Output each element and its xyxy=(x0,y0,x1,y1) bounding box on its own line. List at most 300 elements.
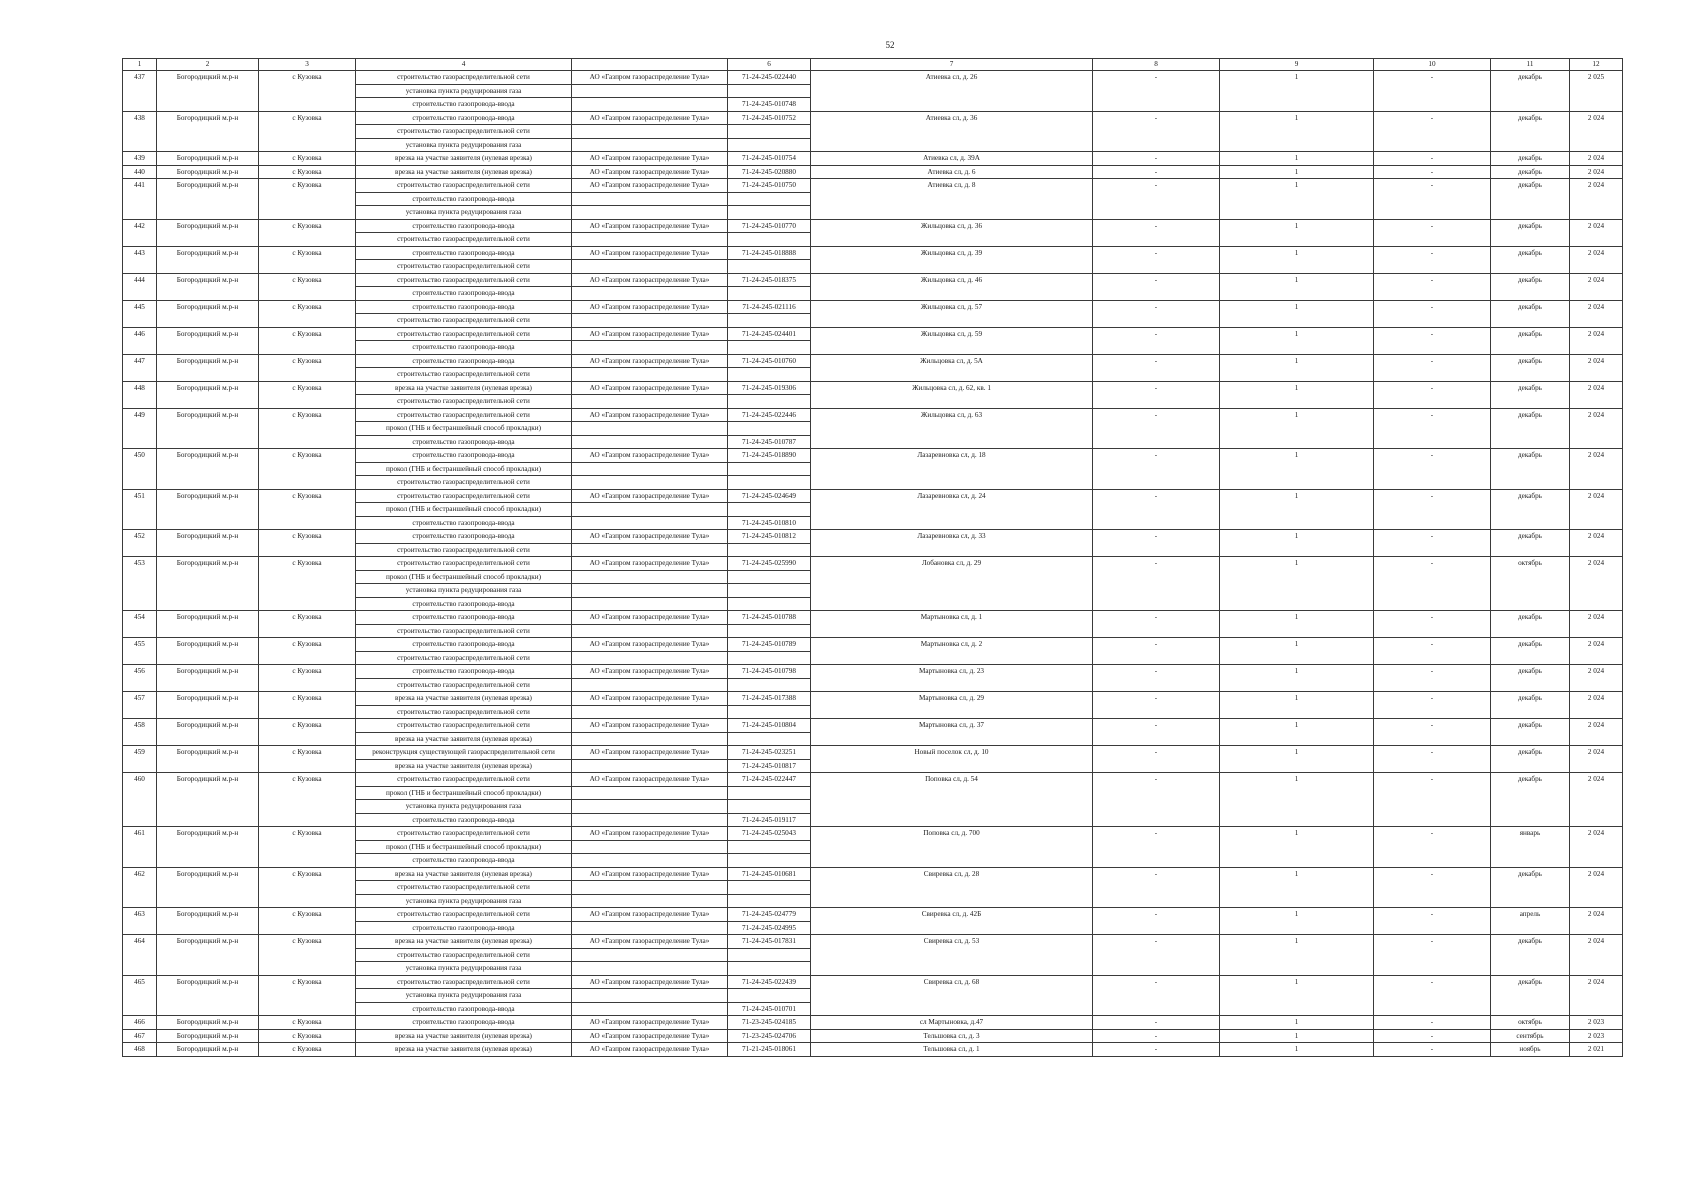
col8-cell: - xyxy=(1093,273,1220,300)
year-cell: 2 024 xyxy=(1570,273,1623,300)
organization-cell: АО «Газпром газораспределение Тула» xyxy=(572,165,728,179)
object-code-cell: 71-24-245-010754 xyxy=(728,152,811,166)
column-header: 2 xyxy=(157,59,259,71)
organization-cell: АО «Газпром газораспределение Тула» xyxy=(572,746,728,760)
address-cell: Жильцовка сл, д. 5А xyxy=(811,354,1093,381)
work-type-cell: строительство газопровода-ввода xyxy=(356,611,572,625)
object-code-cell: 71-24-245-022447 xyxy=(728,773,811,787)
object-code-cell xyxy=(728,624,811,638)
column-header: 7 xyxy=(811,59,1093,71)
year-cell: 2 024 xyxy=(1570,638,1623,665)
count-cell: 1 xyxy=(1220,179,1374,220)
district-cell: Богородицкий м.р-н xyxy=(157,179,259,220)
col10-cell: - xyxy=(1374,152,1491,166)
work-type-cell: строительство газопровода-ввода xyxy=(356,435,572,449)
object-code-cell: 71-24-245-010748 xyxy=(728,98,811,112)
address-cell: Жильцовка сл, д. 39 xyxy=(811,246,1093,273)
organization-cell xyxy=(572,260,728,274)
work-type-cell: строительство газопровода-ввода xyxy=(356,192,572,206)
organization-cell xyxy=(572,1002,728,1016)
organization-cell: АО «Газпром газораспределение Тула» xyxy=(572,300,728,314)
object-code-cell: 71-24-245-018888 xyxy=(728,246,811,260)
village-cell: с Кузовка xyxy=(259,449,356,490)
col10-cell: - xyxy=(1374,273,1491,300)
year-cell: 2 023 xyxy=(1570,1029,1623,1043)
organization-cell: АО «Газпром газораспределение Тула» xyxy=(572,611,728,625)
object-code-cell: 71-24-245-010701 xyxy=(728,1002,811,1016)
address-cell: Жильцовка сл, д. 57 xyxy=(811,300,1093,327)
object-code-cell: 71-24-245-010752 xyxy=(728,111,811,125)
district-cell: Богородицкий м.р-н xyxy=(157,773,259,827)
object-code-cell: 71-24-245-019306 xyxy=(728,381,811,395)
organization-cell xyxy=(572,422,728,436)
work-type-cell: строительство газораспределительной сети xyxy=(356,975,572,989)
year-cell: 2 024 xyxy=(1570,219,1623,246)
district-cell: Богородицкий м.р-н xyxy=(157,219,259,246)
table-row xyxy=(123,665,1623,692)
month-cell: октябрь xyxy=(1491,1016,1570,1030)
work-type-cell: строительство газораспределительной сети xyxy=(356,543,572,557)
count-cell: 1 xyxy=(1220,975,1374,1016)
table-row xyxy=(123,449,1623,490)
work-type-cell: установка пункта редуцирования газа xyxy=(356,800,572,814)
organization-cell xyxy=(572,98,728,112)
year-cell: 2 024 xyxy=(1570,908,1623,935)
organization-cell xyxy=(572,989,728,1003)
object-code-cell xyxy=(728,962,811,976)
organization-cell: АО «Газпром газораспределение Тула» xyxy=(572,408,728,422)
month-cell: декабрь xyxy=(1491,327,1570,354)
object-code-cell: 71-24-245-025990 xyxy=(728,557,811,571)
col8-cell: - xyxy=(1093,530,1220,557)
object-code-cell: 71-24-245-010788 xyxy=(728,611,811,625)
column-header: 1 xyxy=(123,59,157,71)
address-cell: Поповка сл, д. 54 xyxy=(811,773,1093,827)
work-type-cell: врезка на участке заявителя (нулевая врезка) xyxy=(356,692,572,706)
col8-cell: - xyxy=(1093,719,1220,746)
address-cell: Свиревка сл, д. 42Б xyxy=(811,908,1093,935)
col8-cell: - xyxy=(1093,1029,1220,1043)
row-number: 453 xyxy=(123,557,157,611)
district-cell: Богородицкий м.р-н xyxy=(157,71,259,112)
village-cell: с Кузовка xyxy=(259,179,356,220)
table-row xyxy=(123,827,1623,868)
table-row xyxy=(123,1016,1623,1030)
district-cell: Богородицкий м.р-н xyxy=(157,300,259,327)
district-cell: Богородицкий м.р-н xyxy=(157,111,259,152)
column-header: 8 xyxy=(1093,59,1220,71)
col10-cell: - xyxy=(1374,179,1491,220)
month-cell: декабрь xyxy=(1491,975,1570,1016)
organization-cell: АО «Газпром газораспределение Тула» xyxy=(572,665,728,679)
district-cell: Богородицкий м.р-н xyxy=(157,692,259,719)
organization-cell xyxy=(572,881,728,895)
work-type-cell: строительство газораспределительной сети xyxy=(356,908,572,922)
work-type-cell: строительство газораспределительной сети xyxy=(356,273,572,287)
village-cell: с Кузовка xyxy=(259,1029,356,1043)
district-cell: Богородицкий м.р-н xyxy=(157,530,259,557)
work-type-cell: строительство газопровода-ввода xyxy=(356,287,572,301)
address-cell: Жильцовка сл, д. 36 xyxy=(811,219,1093,246)
count-cell: 1 xyxy=(1220,449,1374,490)
object-code-cell xyxy=(728,894,811,908)
object-code-cell: 71-24-245-024995 xyxy=(728,921,811,935)
object-code-cell xyxy=(728,543,811,557)
work-type-cell: реконструкция существующей газораспределительной сети xyxy=(356,746,572,760)
organization-cell xyxy=(572,341,728,355)
organization-cell: АО «Газпром газораспределение Тула» xyxy=(572,246,728,260)
village-cell: с Кузовка xyxy=(259,300,356,327)
organization-cell xyxy=(572,503,728,517)
month-cell: декабрь xyxy=(1491,354,1570,381)
address-cell: Лазаревновка сл, д. 18 xyxy=(811,449,1093,490)
work-type-cell: прокол (ГНБ и бестраншейный способ прокладки) xyxy=(356,840,572,854)
organization-cell xyxy=(572,948,728,962)
work-type-cell: строительство газораспределительной сети xyxy=(356,125,572,139)
row-number: 459 xyxy=(123,746,157,773)
work-type-cell: строительство газопровода-ввода xyxy=(356,516,572,530)
organization-cell: АО «Газпром газораспределение Тула» xyxy=(572,908,728,922)
organization-cell xyxy=(572,570,728,584)
organization-cell: АО «Газпром газораспределение Тула» xyxy=(572,219,728,233)
work-type-cell: строительство газопровода-ввода xyxy=(356,813,572,827)
address-cell: Лазаревновка сл, д. 33 xyxy=(811,530,1093,557)
work-type-cell: строительство газораспределительной сети xyxy=(356,624,572,638)
object-code-cell: 71-24-245-010770 xyxy=(728,219,811,233)
table-row xyxy=(123,638,1623,665)
column-header: 9 xyxy=(1220,59,1374,71)
organization-cell: АО «Газпром газораспределение Тула» xyxy=(572,354,728,368)
year-cell: 2 024 xyxy=(1570,692,1623,719)
month-cell: декабрь xyxy=(1491,165,1570,179)
work-type-cell: прокол (ГНБ и бестраншейный способ прокладки) xyxy=(356,462,572,476)
address-cell: Лазаревновка сл, д. 24 xyxy=(811,489,1093,530)
organization-cell xyxy=(572,192,728,206)
row-number: 445 xyxy=(123,300,157,327)
work-type-cell: прокол (ГНБ и бестраншейный способ прокладки) xyxy=(356,570,572,584)
row-number: 466 xyxy=(123,1016,157,1030)
district-cell: Богородицкий м.р-н xyxy=(157,638,259,665)
organization-cell: АО «Газпром газораспределение Тула» xyxy=(572,179,728,193)
organization-cell: АО «Газпром газораспределение Тула» xyxy=(572,692,728,706)
row-number: 452 xyxy=(123,530,157,557)
table-row xyxy=(123,273,1623,300)
object-code-cell: 71-24-245-010681 xyxy=(728,867,811,881)
table-row xyxy=(123,1029,1623,1043)
work-type-cell: строительство газораспределительной сети xyxy=(356,719,572,733)
object-code-cell xyxy=(728,314,811,328)
count-cell: 1 xyxy=(1220,773,1374,827)
organization-cell xyxy=(572,516,728,530)
object-code-cell xyxy=(728,260,811,274)
village-cell: с Кузовка xyxy=(259,246,356,273)
object-code-cell: 71-24-245-024779 xyxy=(728,908,811,922)
table-row xyxy=(123,179,1623,220)
col10-cell: - xyxy=(1374,165,1491,179)
organization-cell xyxy=(572,233,728,247)
district-cell: Богородицкий м.р-н xyxy=(157,354,259,381)
object-code-cell xyxy=(728,395,811,409)
month-cell: декабрь xyxy=(1491,530,1570,557)
count-cell: 1 xyxy=(1220,935,1374,976)
object-code-cell xyxy=(728,732,811,746)
col10-cell: - xyxy=(1374,449,1491,490)
village-cell: с Кузовка xyxy=(259,719,356,746)
organization-cell: АО «Газпром газораспределение Тула» xyxy=(572,381,728,395)
district-cell: Богородицкий м.р-н xyxy=(157,1016,259,1030)
month-cell: декабрь xyxy=(1491,773,1570,827)
col10-cell: - xyxy=(1374,557,1491,611)
col10-cell: - xyxy=(1374,638,1491,665)
organization-cell xyxy=(572,624,728,638)
year-cell: 2 024 xyxy=(1570,327,1623,354)
object-code-cell: 71-24-245-010798 xyxy=(728,665,811,679)
count-cell: 1 xyxy=(1220,692,1374,719)
district-cell: Богородицкий м.р-н xyxy=(157,908,259,935)
district-cell: Богородицкий м.р-н xyxy=(157,557,259,611)
object-code-cell xyxy=(728,800,811,814)
district-cell: Богородицкий м.р-н xyxy=(157,408,259,449)
address-cell: Жильцовка сл, д. 46 xyxy=(811,273,1093,300)
object-code-cell xyxy=(728,597,811,611)
village-cell: с Кузовка xyxy=(259,408,356,449)
address-cell: Свиревка сл, д. 68 xyxy=(811,975,1093,1016)
object-code-cell: 71-24-245-010812 xyxy=(728,530,811,544)
address-cell: Жильцовка сл, д. 62, кв. 1 xyxy=(811,381,1093,408)
object-code-cell xyxy=(728,678,811,692)
table-row xyxy=(123,773,1623,827)
work-type-cell: строительство газораспределительной сети xyxy=(356,705,572,719)
year-cell: 2 024 xyxy=(1570,975,1623,1016)
address-cell: Атиевка сл, д. 8 xyxy=(811,179,1093,220)
district-cell: Богородицкий м.р-н xyxy=(157,665,259,692)
count-cell: 1 xyxy=(1220,827,1374,868)
address-cell: Атиевка сл, д. 39А xyxy=(811,152,1093,166)
address-cell: Лобановка сл, д. 29 xyxy=(811,557,1093,611)
count-cell: 1 xyxy=(1220,300,1374,327)
col10-cell: - xyxy=(1374,692,1491,719)
organization-cell xyxy=(572,395,728,409)
address-cell: Атиевка сл, д. 36 xyxy=(811,111,1093,152)
table-row xyxy=(123,165,1623,179)
count-cell: 1 xyxy=(1220,908,1374,935)
object-code-cell: 71-24-245-023251 xyxy=(728,746,811,760)
organization-cell xyxy=(572,800,728,814)
row-number: 442 xyxy=(123,219,157,246)
object-code-cell xyxy=(728,84,811,98)
village-cell: с Кузовка xyxy=(259,489,356,530)
year-cell: 2 025 xyxy=(1570,71,1623,112)
village-cell: с Кузовка xyxy=(259,935,356,976)
month-cell: декабрь xyxy=(1491,152,1570,166)
district-cell: Богородицкий м.р-н xyxy=(157,719,259,746)
month-cell: декабрь xyxy=(1491,408,1570,449)
organization-cell: АО «Газпром газораспределение Тула» xyxy=(572,719,728,733)
organization-cell xyxy=(572,921,728,935)
month-cell: декабрь xyxy=(1491,71,1570,112)
address-cell: Жильцовка сл, д. 59 xyxy=(811,327,1093,354)
district-cell: Богородицкий м.р-н xyxy=(157,1043,259,1057)
work-type-cell: строительство газопровода-ввода xyxy=(356,1016,572,1030)
address-cell: Атиевка сл, д. 26 xyxy=(811,71,1093,112)
col8-cell: - xyxy=(1093,867,1220,908)
month-cell: сентябрь xyxy=(1491,1029,1570,1043)
district-cell: Богородицкий м.р-н xyxy=(157,273,259,300)
month-cell: декабрь xyxy=(1491,273,1570,300)
col8-cell: - xyxy=(1093,1016,1220,1030)
row-number: 464 xyxy=(123,935,157,976)
row-number: 460 xyxy=(123,773,157,827)
year-cell: 2 024 xyxy=(1570,827,1623,868)
col8-cell: - xyxy=(1093,611,1220,638)
work-type-cell: строительство газораспределительной сети xyxy=(356,327,572,341)
object-code-cell: 71-23-245-024706 xyxy=(728,1029,811,1043)
organization-cell xyxy=(572,314,728,328)
col10-cell: - xyxy=(1374,908,1491,935)
work-type-cell: строительство газопровода-ввода xyxy=(356,665,572,679)
organization-cell xyxy=(572,678,728,692)
work-type-cell: врезка на участке заявителя (нулевая врезка) xyxy=(356,935,572,949)
month-cell: октябрь xyxy=(1491,557,1570,611)
village-cell: с Кузовка xyxy=(259,530,356,557)
work-type-cell: строительство газораспределительной сети xyxy=(356,557,572,571)
object-code-cell xyxy=(728,476,811,490)
village-cell: с Кузовка xyxy=(259,827,356,868)
col10-cell: - xyxy=(1374,1016,1491,1030)
work-type-cell: прокол (ГНБ и бестраншейный способ прокладки) xyxy=(356,786,572,800)
month-cell: декабрь xyxy=(1491,489,1570,530)
work-type-cell: строительство газопровода-ввода xyxy=(356,921,572,935)
month-cell: декабрь xyxy=(1491,746,1570,773)
col8-cell: - xyxy=(1093,246,1220,273)
work-type-cell: установка пункта редуцирования газа xyxy=(356,962,572,976)
organization-cell xyxy=(572,894,728,908)
object-code-cell xyxy=(728,138,811,152)
col8-cell: - xyxy=(1093,300,1220,327)
table-row xyxy=(123,692,1623,719)
village-cell: с Кузовка xyxy=(259,273,356,300)
address-cell: Мартыновка сл, д. 2 xyxy=(811,638,1093,665)
col10-cell: - xyxy=(1374,1029,1491,1043)
table-row xyxy=(123,354,1623,381)
month-cell: декабрь xyxy=(1491,111,1570,152)
column-header: 11 xyxy=(1491,59,1570,71)
district-cell: Богородицкий м.р-н xyxy=(157,381,259,408)
year-cell: 2 024 xyxy=(1570,773,1623,827)
object-code-cell xyxy=(728,368,811,382)
col8-cell: - xyxy=(1093,935,1220,976)
object-code-cell xyxy=(728,651,811,665)
organization-cell xyxy=(572,84,728,98)
year-cell: 2 024 xyxy=(1570,611,1623,638)
work-type-cell: строительство газопровода-ввода xyxy=(356,530,572,544)
row-number: 451 xyxy=(123,489,157,530)
table-row xyxy=(123,327,1623,354)
work-type-cell: строительство газораспределительной сети xyxy=(356,179,572,193)
count-cell: 1 xyxy=(1220,408,1374,449)
organization-cell xyxy=(572,287,728,301)
organization-cell xyxy=(572,138,728,152)
col10-cell: - xyxy=(1374,867,1491,908)
district-cell: Богородицкий м.р-н xyxy=(157,246,259,273)
count-cell: 1 xyxy=(1220,1043,1374,1057)
organization-cell xyxy=(572,125,728,139)
work-type-cell: строительство газораспределительной сети xyxy=(356,71,572,85)
col8-cell: - xyxy=(1093,152,1220,166)
object-code-cell: 71-24-245-017388 xyxy=(728,692,811,706)
village-cell: с Кузовка xyxy=(259,908,356,935)
work-type-cell: строительство газораспределительной сети xyxy=(356,948,572,962)
count-cell: 1 xyxy=(1220,246,1374,273)
work-type-cell: строительство газораспределительной сети xyxy=(356,476,572,490)
col10-cell: - xyxy=(1374,773,1491,827)
organization-cell: АО «Газпром газораспределение Тула» xyxy=(572,773,728,787)
row-number: 446 xyxy=(123,327,157,354)
month-cell: декабрь xyxy=(1491,300,1570,327)
year-cell: 2 024 xyxy=(1570,300,1623,327)
organization-cell xyxy=(572,840,728,854)
district-cell: Богородицкий м.р-н xyxy=(157,489,259,530)
organization-cell xyxy=(572,732,728,746)
organization-cell: АО «Газпром газораспределение Тула» xyxy=(572,530,728,544)
col10-cell: - xyxy=(1374,111,1491,152)
count-cell: 1 xyxy=(1220,557,1374,611)
work-type-cell: строительство газопровода-ввода xyxy=(356,98,572,112)
work-type-cell: строительство газопровода-ввода xyxy=(356,597,572,611)
village-cell: с Кузовка xyxy=(259,638,356,665)
year-cell: 2 024 xyxy=(1570,381,1623,408)
col8-cell: - xyxy=(1093,692,1220,719)
village-cell: с Кузовка xyxy=(259,1016,356,1030)
col10-cell: - xyxy=(1374,300,1491,327)
table-row xyxy=(123,219,1623,246)
object-code-cell: 71-24-245-024401 xyxy=(728,327,811,341)
year-cell: 2 023 xyxy=(1570,1016,1623,1030)
organization-cell xyxy=(572,813,728,827)
district-cell: Богородицкий м.р-н xyxy=(157,935,259,976)
col8-cell: - xyxy=(1093,381,1220,408)
object-code-cell: 71-24-245-024649 xyxy=(728,489,811,503)
month-cell: январь xyxy=(1491,827,1570,868)
village-cell: с Кузовка xyxy=(259,381,356,408)
column-header: 10 xyxy=(1374,59,1491,71)
column-header: 4 xyxy=(356,59,572,71)
object-code-cell xyxy=(728,206,811,220)
year-cell: 2 024 xyxy=(1570,557,1623,611)
year-cell: 2 024 xyxy=(1570,530,1623,557)
row-number: 438 xyxy=(123,111,157,152)
count-cell: 1 xyxy=(1220,354,1374,381)
work-type-cell: врезка на участке заявителя (нулевая врезка) xyxy=(356,381,572,395)
column-header: 3 xyxy=(259,59,356,71)
row-number: 444 xyxy=(123,273,157,300)
work-type-cell: строительство газораспределительной сети xyxy=(356,233,572,247)
work-type-cell: строительство газопровода-ввода xyxy=(356,354,572,368)
work-type-cell: строительство газопровода-ввода xyxy=(356,111,572,125)
year-cell: 2 024 xyxy=(1570,935,1623,976)
address-cell: Мартыновка сл, д. 1 xyxy=(811,611,1093,638)
count-cell: 1 xyxy=(1220,638,1374,665)
object-code-cell xyxy=(728,125,811,139)
work-type-cell: строительство газораспределительной сети xyxy=(356,260,572,274)
village-cell: с Кузовка xyxy=(259,692,356,719)
table-row xyxy=(123,557,1623,611)
year-cell: 2 024 xyxy=(1570,165,1623,179)
work-type-cell: строительство газораспределительной сети xyxy=(356,678,572,692)
row-number: 450 xyxy=(123,449,157,490)
object-code-cell: 71-24-245-010750 xyxy=(728,179,811,193)
table-header xyxy=(123,59,1623,71)
